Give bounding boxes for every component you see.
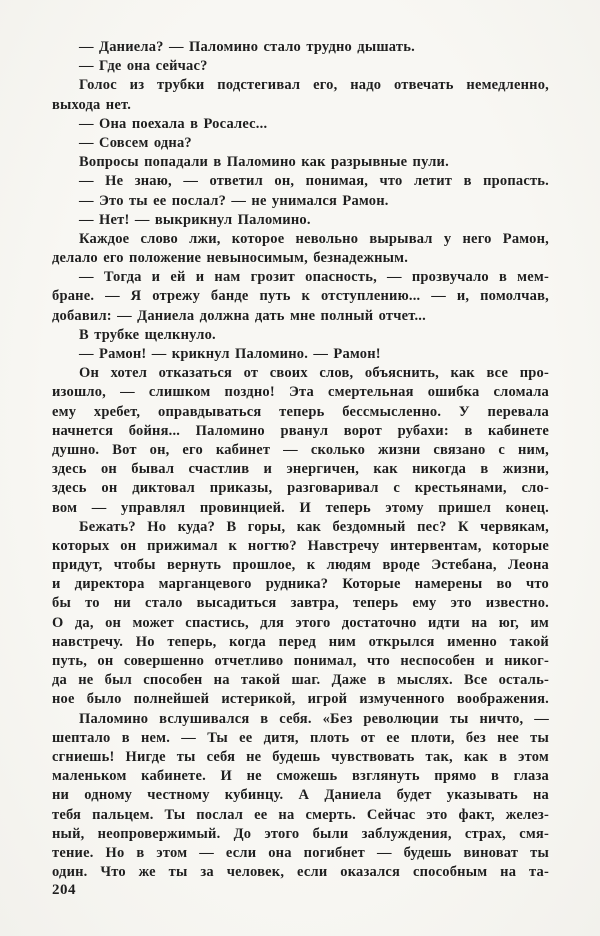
text-line: делало его положение невыносимым, безнадежным. [52,250,409,267]
text-line: изошло, — слишком поздно! Эта смертельная ошибка сломала [52,384,549,401]
text-line: Каждое слово лжи, которое невольно вырывал у него Рамон, [79,230,549,247]
text-line: вом — управлял провинцией. И теперь этому пришел конец. [52,499,549,516]
text-line: начнется бойня... Паломино рванул ворот рубахи: в кабинете [52,422,549,439]
text-line: которых он прижимал к ногтю? Навстречу интервентам, которые [52,537,549,554]
text-line: — Не знаю, — ответил он, понимая, что летит в пропасть. [79,173,549,190]
body-text-block [52,38,549,882]
text-line: тебя пальцем. Ты послал ее на смерть. Сейчас это факт, желез- [52,806,549,823]
text-line: душно. Вот он, его кабинет — сколько жизни связано с ним, [52,441,549,458]
text-line: навстречу. Но теперь, когда перед ним открылся именно такой [52,633,549,650]
text-line: — Тогда и ей и нам грозит опасность, — прозвучало в мем- [79,269,549,286]
text-line: — Нет! — выкрикнул Паломино. [79,211,311,228]
text-line: путь, он совершенно отчетливо понимал, что неспособен и никог- [52,653,549,669]
text-line: ни одному честному кубинцу. А Даниела будет указывать на [52,787,549,804]
text-line: Бежать? Но куда? В горы, как бездомный пес? К червякам, [79,518,549,535]
text-line: — Рамон! — крикнул Паломино. — Рамон! [79,346,381,362]
text-line: — Где она сейчас? [79,58,208,75]
text-line: Паломино вслушивался в себя. «Без революции ты ничто, — [79,710,549,727]
text-line: да не был способен на такой шаг. Даже в мыслях. Все осталь- [52,672,549,689]
text-line: тение. Но в этом — если она погибнет — будешь виноват ты [52,844,549,861]
text-line: бране. — Я отрежу банде путь к отступлению... — и, помолчав, [52,288,549,305]
text-line: сгниешь! Нигде ты себя не будешь чувствовать так, как в этом [52,748,549,765]
text-line: Голос из трубки подстегивал его, надо отвечать немедленно, [79,77,549,94]
text-line: маленьком кабинете. И не сможешь взглянуть прямо в глаза [52,768,549,785]
text-line: бы то ни стало высадиться завтра, теперь ему это известно. [52,595,549,612]
text-line: здесь он бывал счастлив и энергичен, как никогда в жизни, [52,461,549,478]
text-line: ему хребет, оправдываться теперь бессмысленно. У перевала [52,403,549,420]
text-line: и директора марганцевого рудника? Которые намерены во что [52,576,549,593]
text-line: — Даниела? — Паломино стало трудно дышать. [79,39,415,55]
text-line: В трубке щелкнуло. [79,326,216,343]
page-number: 204 [52,882,76,898]
text-line: — Это ты ее послал? — не унимался Рамон. [79,192,389,209]
text-line: выхода нет. [52,96,132,113]
text-line: придут, чтобы вернуть прошлое, к людям вроде Эстебана, Леона [52,557,549,574]
text-line: Вопросы попадали в Паломино как разрывные пули. [79,154,449,171]
text-line: Он хотел отказаться от своих слов, объяснить, как все про- [79,365,549,382]
text-line: — Она поехала в Росалес... [79,115,268,132]
text-line: ное было полнейшей истерикой, игрой измученного воображения. [52,691,549,708]
text-line: О да, он может спастись, для этого достаточно идти на юг, им [52,614,549,631]
text-line: добавил: — Даниела должна дать мне полный отчет... [52,307,426,324]
text-line: один. Что же ты за человек, если оказался способным на та- [52,864,549,881]
text-line: — Совсем одна? [79,134,192,151]
text-line: здесь он диктовал приказы, разговаривал с крестьянами, сло- [52,480,549,497]
text-line: ный, неопровержимый. До этого были заблуждения, страх, смя- [52,825,549,842]
text-line: шептало в нем. — Ты ее дитя, плоть от ее плоти, без нее ты [52,729,549,746]
